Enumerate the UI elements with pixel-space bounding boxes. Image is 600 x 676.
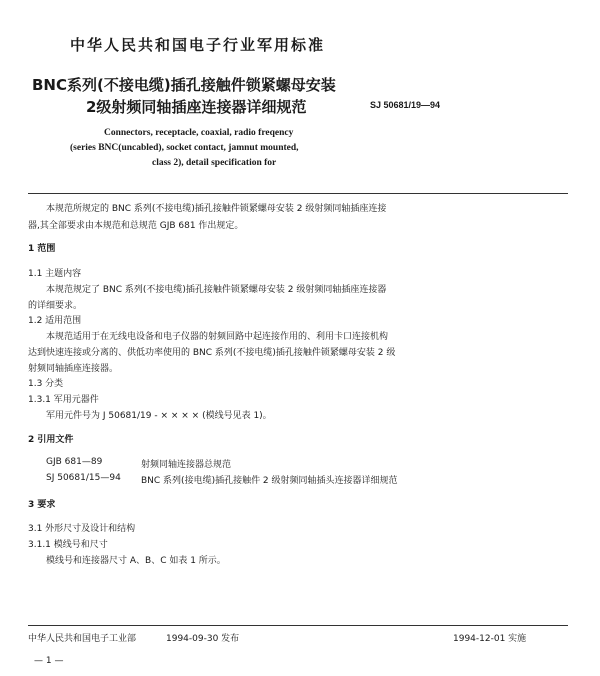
english-title-line-2: (series BNC(uncabled), socket contact, jamnut mounted,	[70, 143, 299, 153]
top-divider	[28, 193, 568, 194]
issuer: 中华人民共和国电子工业部	[28, 634, 137, 644]
effective-date: 1994-12-01 实施	[453, 634, 527, 644]
section-1-1-line-2: 的详细要求。	[28, 301, 83, 311]
title-line-1: BNC系列(不接电缆)插孔接触件锁紧螺母安装	[32, 76, 336, 94]
reference-1-code: GJB 681—89	[46, 457, 103, 467]
section-1-3-heading: 1.3 分类	[28, 379, 64, 389]
page-number: — 1 —	[34, 656, 64, 666]
section-1-2-line-3: 射频同轴插座连接器。	[28, 364, 119, 374]
reference-2-code: SJ 50681/15—94	[46, 473, 121, 483]
section-3-1-1-line-1: 模线号和连接器尺寸 A、B、C 如表 1 所示。	[46, 556, 226, 566]
section-1-2-heading: 1.2 适用范围	[28, 316, 82, 326]
english-title-line-3: class 2), detail specification for	[152, 158, 277, 168]
intro-line-2: 器,其全部要求由本规范和总规范 GJB 681 作出规定。	[28, 221, 244, 231]
section-1-3-1-heading: 1.3.1 军用元器件	[28, 395, 99, 405]
section-3-1-1-heading: 3.1.1 模线号和尺寸	[28, 540, 108, 550]
intro-line-1: 本规范所规定的 BNC 系列(不接电缆)插孔接触件锁紧螺母安装 2 级射频同轴插座连接	[46, 204, 387, 214]
section-1-3-1-line-1: 军用元件号为 J 50681/19 - × × × × (模线号见表 1)。	[46, 411, 272, 421]
section-1-1-line-1: 本规范规定了 BNC 系列(不接电缆)插孔接触件锁紧螺母安装 2 级射频同轴插座连接器	[46, 285, 387, 295]
section-1-heading: 1 范围	[28, 244, 56, 254]
section-3-1-heading: 3.1 外形尺寸及设计和结构	[28, 524, 136, 534]
section-1-1-heading: 1.1 主题内容	[28, 269, 82, 279]
section-1-2-line-2: 达到快速连接或分离的、供低功率使用的 BNC 系列(不接电缆)插孔接触件锁紧螺母安装 2 级	[28, 348, 396, 358]
standard-number: SJ 50681/19—94	[370, 100, 441, 110]
section-1-2-line-1: 本规范适用于在无线电设备和电子仪器的射频回路中起连接作用的、利用卡口连接机构	[46, 332, 389, 342]
reference-2-title: BNC 系列(接电缆)插孔接触件 2 级射频同轴插头连接器详细规范	[141, 476, 398, 486]
publish-date: 1994-09-30 发布	[166, 634, 240, 644]
section-3-heading: 3 要求	[28, 500, 56, 510]
section-2-heading: 2 引用文件	[28, 435, 74, 445]
standard-category-header: 中华人民共和国电子行业军用标准	[70, 36, 326, 54]
title-line-2: 2级射频同轴插座连接器详细规范	[86, 98, 307, 116]
english-title-line-1: Connectors, receptacle, coaxial, radio freqency	[104, 128, 294, 138]
bottom-divider	[28, 625, 568, 626]
reference-1-title: 射频同轴连接器总规范	[141, 460, 232, 470]
